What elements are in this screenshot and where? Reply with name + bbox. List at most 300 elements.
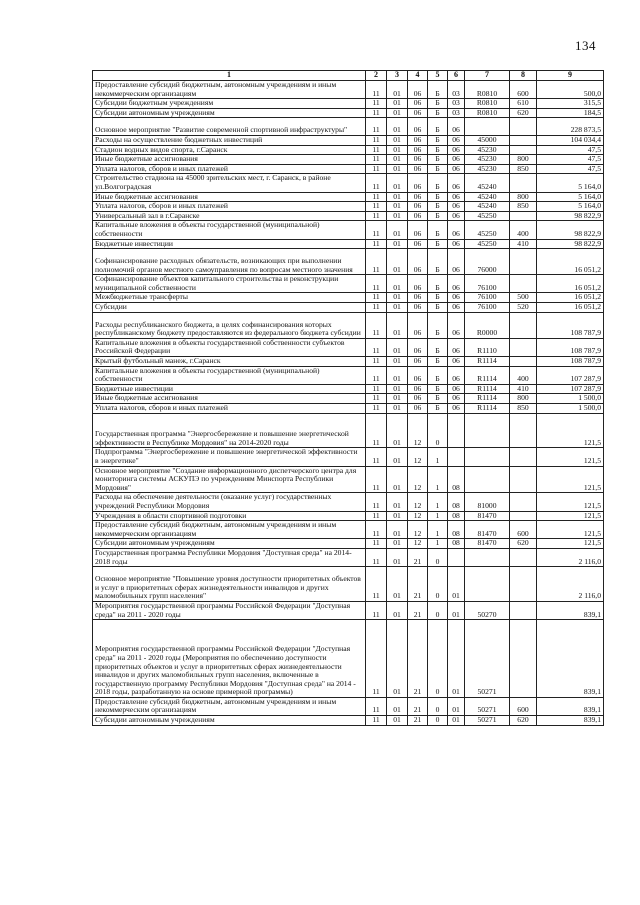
cell-subsection: 01 [387, 221, 408, 239]
cell-amount: 47,5 [537, 164, 604, 174]
cell-program: 21 [408, 567, 428, 602]
row-name: Иные бюджетные ассигнования [93, 155, 366, 165]
table-row [93, 108, 604, 118]
cell-section: 11 [366, 413, 387, 448]
column-header: 5 [428, 71, 448, 81]
cell-expense-type [510, 567, 537, 602]
table-row [93, 312, 604, 338]
cell-subprogram: 0 [428, 716, 448, 726]
cell-expense-type [510, 338, 537, 356]
row-name: Предоставление субсидий бюджетным, автономным учреждениям и иным некоммерческим организациям [93, 697, 366, 715]
cell-amount: 16 051,2 [537, 249, 604, 275]
cell-subsection: 01 [387, 108, 408, 118]
cell-amount: 47,5 [537, 145, 604, 155]
cell-subprogram: Б [428, 357, 448, 367]
cell-activity: 06 [448, 303, 465, 313]
cell-direction: R1114 [465, 357, 510, 367]
cell-activity: 08 [448, 539, 465, 549]
cell-section: 11 [366, 404, 387, 414]
row-name: Капитальные вложения в объекты государственной (муниципальной) собственности [93, 221, 366, 239]
cell-activity: 06 [448, 202, 465, 212]
column-header: 4 [408, 71, 428, 81]
cell-direction: 76100 [465, 303, 510, 313]
column-header: 2 [366, 71, 387, 81]
cell-section: 11 [366, 521, 387, 539]
cell-activity: 03 [448, 99, 465, 109]
cell-subprogram: Б [428, 221, 448, 239]
table-row [93, 548, 604, 566]
cell-activity: 03 [448, 108, 465, 118]
cell-subprogram: Б [428, 81, 448, 99]
row-name: Субсидии автономным учреждениям [93, 716, 366, 726]
table-row [93, 448, 604, 466]
cell-direction: 50271 [465, 697, 510, 715]
cell-program: 06 [408, 366, 428, 384]
cell-amount: 121,5 [537, 413, 604, 448]
cell-subprogram: Б [428, 366, 448, 384]
cell-subsection: 01 [387, 601, 408, 619]
cell-subprogram: Б [428, 312, 448, 338]
cell-section: 11 [366, 135, 387, 145]
table-row [93, 366, 604, 384]
cell-subsection: 01 [387, 493, 408, 511]
row-name: Бюджетные инвестиции [93, 384, 366, 394]
cell-expense-type [510, 275, 537, 293]
row-name: Стадион водных видов спорта, г.Саранск [93, 145, 366, 155]
cell-subprogram: Б [428, 164, 448, 174]
cell-direction: R1114 [465, 366, 510, 384]
cell-section: 11 [366, 221, 387, 239]
cell-subsection: 01 [387, 118, 408, 136]
cell-section: 11 [366, 466, 387, 493]
cell-subsection: 01 [387, 135, 408, 145]
cell-direction [465, 567, 510, 602]
cell-direction: R0810 [465, 81, 510, 99]
row-name: Уплата налогов, сборов и иных платежей [93, 164, 366, 174]
cell-section: 11 [366, 174, 387, 192]
table-row [93, 202, 604, 212]
cell-amount: 121,5 [537, 448, 604, 466]
cell-subprogram: Б [428, 118, 448, 136]
cell-expense-type [510, 601, 537, 619]
cell-expense-type: 620 [510, 716, 537, 726]
column-header: 9 [537, 71, 604, 81]
cell-direction: 81000 [465, 493, 510, 511]
cell-section: 11 [366, 99, 387, 109]
cell-subsection: 01 [387, 620, 408, 698]
table-row [93, 338, 604, 356]
row-name: Капитальные вложения в объекты государственной (муниципальной) собственности [93, 366, 366, 384]
cell-section: 11 [366, 293, 387, 303]
table-body [93, 81, 604, 726]
table-row [93, 413, 604, 448]
cell-expense-type: 800 [510, 155, 537, 165]
row-name: Универсальный зал в г.Саранске [93, 211, 366, 221]
cell-amount: 839,1 [537, 601, 604, 619]
cell-program: 06 [408, 303, 428, 313]
cell-amount: 107 287,9 [537, 366, 604, 384]
cell-amount: 839,1 [537, 697, 604, 715]
cell-activity: 06 [448, 239, 465, 249]
row-name: Расходы на осуществление бюджетных инвестиций [93, 135, 366, 145]
cell-expense-type: 850 [510, 404, 537, 414]
cell-subsection: 01 [387, 511, 408, 521]
cell-program: 06 [408, 99, 428, 109]
cell-activity: 01 [448, 716, 465, 726]
cell-subprogram: Б [428, 192, 448, 202]
cell-section: 11 [366, 81, 387, 99]
row-name: Мероприятия государственной программы Российской Федерации "Доступная среда" на 2011 - 2020 годы (Мероприятия по обеспечению доступности приоритетных объектов и услуг в приоритетных сферах жизнедеятельности инвалидов и других маломобильных групп населения, включенные в государственную программу Республики Мордовия "Доступная среда" на 2014 - 2018 годы, разработанную на основе примерной программы) [93, 620, 366, 698]
cell-subprogram: Б [428, 394, 448, 404]
cell-amount: 315,5 [537, 99, 604, 109]
cell-program: 12 [408, 521, 428, 539]
cell-program: 06 [408, 394, 428, 404]
cell-expense-type: 850 [510, 164, 537, 174]
cell-subprogram: 1 [428, 493, 448, 511]
cell-expense-type: 410 [510, 239, 537, 249]
cell-expense-type [510, 357, 537, 367]
cell-subprogram: Б [428, 155, 448, 165]
cell-program: 06 [408, 192, 428, 202]
cell-subprogram: Б [428, 145, 448, 155]
cell-subprogram: Б [428, 135, 448, 145]
cell-expense-type [510, 249, 537, 275]
cell-activity: 06 [448, 357, 465, 367]
cell-subprogram: 0 [428, 697, 448, 715]
cell-section: 11 [366, 155, 387, 165]
cell-expense-type [510, 145, 537, 155]
cell-subprogram: Б [428, 174, 448, 192]
cell-subsection: 01 [387, 99, 408, 109]
cell-subsection: 01 [387, 239, 408, 249]
cell-direction: 45240 [465, 202, 510, 212]
cell-program: 06 [408, 81, 428, 99]
cell-program: 06 [408, 145, 428, 155]
cell-subprogram: Б [428, 239, 448, 249]
cell-section: 11 [366, 697, 387, 715]
cell-section: 11 [366, 357, 387, 367]
cell-activity: 06 [448, 118, 465, 136]
cell-section: 11 [366, 312, 387, 338]
cell-program: 06 [408, 357, 428, 367]
cell-amount: 98 822,9 [537, 211, 604, 221]
cell-program: 21 [408, 697, 428, 715]
cell-direction [465, 118, 510, 136]
cell-activity: 06 [448, 221, 465, 239]
cell-activity: 06 [448, 404, 465, 414]
cell-direction: R1114 [465, 394, 510, 404]
cell-subprogram: 1 [428, 539, 448, 549]
cell-activity [448, 448, 465, 466]
cell-direction: 81470 [465, 539, 510, 549]
cell-amount: 16 051,2 [537, 303, 604, 313]
row-name: Предоставление субсидий бюджетным, автономным учреждениям и иным некоммерческим организациям [93, 81, 366, 99]
cell-program: 06 [408, 108, 428, 118]
row-name: Софинансирование объектов капитального строительства и реконструкции муниципальной собственности [93, 275, 366, 293]
cell-expense-type: 600 [510, 697, 537, 715]
cell-subsection: 01 [387, 275, 408, 293]
cell-amount: 2 116,0 [537, 548, 604, 566]
row-name: Учреждения в области спортивной подготовки [93, 511, 366, 521]
cell-amount: 98 822,9 [537, 239, 604, 249]
row-name: Предоставление субсидий бюджетным, автономным учреждениям и иным некоммерческим организациям [93, 521, 366, 539]
cell-subprogram: 0 [428, 548, 448, 566]
cell-subsection: 01 [387, 312, 408, 338]
cell-subsection: 01 [387, 413, 408, 448]
cell-subsection: 01 [387, 211, 408, 221]
cell-amount: 1 500,0 [537, 394, 604, 404]
row-name: Иные бюджетные ассигнования [93, 394, 366, 404]
budget-table [92, 70, 604, 726]
cell-activity: 01 [448, 620, 465, 698]
cell-amount: 121,5 [537, 511, 604, 521]
cell-direction: R1110 [465, 338, 510, 356]
table-row [93, 697, 604, 715]
page-number: 134 [575, 38, 596, 53]
cell-activity: 06 [448, 312, 465, 338]
cell-subprogram: 1 [428, 521, 448, 539]
row-name: Софинансирование расходных обязательств, возникающих при выполнении полномочий органов местного самоуправления по вопросам местного значения [93, 249, 366, 275]
cell-amount: 108 787,9 [537, 338, 604, 356]
table-row [93, 466, 604, 493]
cell-amount: 47,5 [537, 155, 604, 165]
cell-direction [465, 413, 510, 448]
cell-activity [448, 413, 465, 448]
cell-expense-type: 600 [510, 521, 537, 539]
table-row [93, 384, 604, 394]
cell-program: 06 [408, 221, 428, 239]
cell-section: 11 [366, 620, 387, 698]
cell-expense-type [510, 548, 537, 566]
cell-expense-type: 400 [510, 366, 537, 384]
table-row [93, 511, 604, 521]
cell-program: 06 [408, 118, 428, 136]
column-header: 8 [510, 71, 537, 81]
cell-expense-type [510, 174, 537, 192]
table-row [93, 145, 604, 155]
cell-program: 06 [408, 312, 428, 338]
row-name: Субсидии бюджетным учреждениям [93, 99, 366, 109]
cell-subsection: 01 [387, 697, 408, 715]
cell-direction: 45250 [465, 239, 510, 249]
column-header: 7 [465, 71, 510, 81]
cell-subprogram: Б [428, 99, 448, 109]
cell-section: 11 [366, 211, 387, 221]
table-row [93, 164, 604, 174]
cell-subsection: 01 [387, 155, 408, 165]
cell-amount: 839,1 [537, 620, 604, 698]
cell-section: 11 [366, 448, 387, 466]
cell-expense-type: 800 [510, 394, 537, 404]
table-row [93, 118, 604, 136]
cell-amount: 121,5 [537, 539, 604, 549]
row-name: Субсидии [93, 303, 366, 313]
cell-subprogram: Б [428, 338, 448, 356]
cell-subsection: 01 [387, 303, 408, 313]
cell-direction: R0000 [465, 312, 510, 338]
row-name: Субсидии автономным учреждениям [93, 108, 366, 118]
cell-activity: 06 [448, 249, 465, 275]
row-name: Капитальные вложения в объекты государственной собственности субъектов Российской Федерации [93, 338, 366, 356]
cell-amount: 5 164,0 [537, 202, 604, 212]
cell-amount: 839,1 [537, 716, 604, 726]
cell-section: 11 [366, 239, 387, 249]
cell-expense-type [510, 493, 537, 511]
column-header: 1 [93, 71, 366, 81]
row-name: Межбюджетные трансферты [93, 293, 366, 303]
cell-activity: 06 [448, 174, 465, 192]
cell-expense-type: 520 [510, 303, 537, 313]
row-name: Основное мероприятие "Создание информационного диспетчерского центра для мониторинга системы АСКУПЭ по учреждениям Минспорта Республики Мордовия" [93, 466, 366, 493]
table-row [93, 716, 604, 726]
table-row [93, 303, 604, 313]
row-name: Уплата налогов, сборов и иных платежей [93, 202, 366, 212]
cell-subprogram: 1 [428, 448, 448, 466]
cell-section: 11 [366, 601, 387, 619]
cell-direction: 45230 [465, 164, 510, 174]
cell-amount: 500,0 [537, 81, 604, 99]
cell-expense-type [510, 135, 537, 145]
row-name: Расходы на обеспечение деятельности (оказание услуг) государственных учреждений Республики Мордовия [93, 493, 366, 511]
cell-subprogram: 0 [428, 620, 448, 698]
cell-direction: 45240 [465, 174, 510, 192]
cell-subsection: 01 [387, 338, 408, 356]
cell-section: 11 [366, 192, 387, 202]
cell-subprogram: Б [428, 108, 448, 118]
row-name: Государственная программа Республики Мордовия "Доступная среда" на 2014-2018 годы [93, 548, 366, 566]
cell-direction: 50271 [465, 716, 510, 726]
cell-subsection: 01 [387, 404, 408, 414]
cell-program: 21 [408, 716, 428, 726]
cell-subsection: 01 [387, 394, 408, 404]
cell-subsection: 01 [387, 567, 408, 602]
cell-subsection: 01 [387, 145, 408, 155]
cell-subsection: 01 [387, 357, 408, 367]
table-row [93, 404, 604, 414]
cell-direction: 76100 [465, 293, 510, 303]
cell-amount: 16 051,2 [537, 275, 604, 293]
cell-activity: 06 [448, 338, 465, 356]
cell-expense-type [510, 448, 537, 466]
cell-direction [465, 448, 510, 466]
table-row [93, 249, 604, 275]
row-name: Бюджетные инвестиции [93, 239, 366, 249]
cell-expense-type: 850 [510, 202, 537, 212]
cell-program: 06 [408, 174, 428, 192]
row-name: Подпрограмма "Энергосбережение и повышение энергетической эффективности в энергетике" [93, 448, 366, 466]
table-row [93, 221, 604, 239]
cell-section: 11 [366, 567, 387, 602]
cell-activity: 06 [448, 394, 465, 404]
row-name: Государственная программа "Энергосбережение и повышение энергетической эффективности в Республике Мордовия" на 2014-2020 годы [93, 413, 366, 448]
cell-section: 11 [366, 164, 387, 174]
cell-direction: 50271 [465, 620, 510, 698]
cell-activity: 06 [448, 192, 465, 202]
table-header-row [93, 71, 604, 81]
cell-program: 12 [408, 448, 428, 466]
row-name: Основное мероприятие "Повышение уровня доступности приоритетных объектов и услуг в приоритетных сферах жизнедеятельности инвалидов и других маломобильных групп населения" [93, 567, 366, 602]
cell-program: 06 [408, 384, 428, 394]
cell-section: 11 [366, 303, 387, 313]
cell-section: 11 [366, 202, 387, 212]
cell-amount: 5 164,0 [537, 174, 604, 192]
cell-direction: 81470 [465, 521, 510, 539]
cell-subprogram: Б [428, 404, 448, 414]
cell-program: 06 [408, 164, 428, 174]
cell-direction: 45250 [465, 221, 510, 239]
cell-activity: 08 [448, 511, 465, 521]
cell-subprogram: Б [428, 303, 448, 313]
cell-amount: 108 787,9 [537, 357, 604, 367]
cell-direction: R1114 [465, 384, 510, 394]
cell-program: 06 [408, 404, 428, 414]
cell-activity: 01 [448, 601, 465, 619]
cell-direction: 50270 [465, 601, 510, 619]
cell-activity: 06 [448, 211, 465, 221]
cell-section: 11 [366, 118, 387, 136]
table-row [93, 174, 604, 192]
cell-subsection: 01 [387, 384, 408, 394]
cell-subsection: 01 [387, 81, 408, 99]
cell-program: 12 [408, 539, 428, 549]
cell-direction: 81470 [465, 511, 510, 521]
cell-section: 11 [366, 366, 387, 384]
cell-expense-type: 600 [510, 81, 537, 99]
cell-direction: 76000 [465, 249, 510, 275]
cell-expense-type: 800 [510, 192, 537, 202]
cell-direction: R0810 [465, 99, 510, 109]
cell-amount: 228 873,5 [537, 118, 604, 136]
cell-direction: R0810 [465, 108, 510, 118]
table-row [93, 357, 604, 367]
row-name: Строительство стадиона на 45000 зрительских мест, г. Саранск, в районе ул.Волгоградская [93, 174, 366, 192]
cell-expense-type [510, 466, 537, 493]
cell-subsection: 01 [387, 521, 408, 539]
table-row [93, 239, 604, 249]
cell-section: 11 [366, 275, 387, 293]
row-name: Основное мероприятие "Развитие современной спортивной инфраструктуры" [93, 118, 366, 136]
cell-subsection: 01 [387, 466, 408, 493]
cell-amount: 5 164,0 [537, 192, 604, 202]
cell-activity: 06 [448, 135, 465, 145]
table-row [93, 601, 604, 619]
cell-program: 12 [408, 413, 428, 448]
cell-program: 06 [408, 275, 428, 293]
cell-subprogram: 1 [428, 511, 448, 521]
cell-amount: 16 051,2 [537, 293, 604, 303]
cell-program: 06 [408, 202, 428, 212]
cell-subsection: 01 [387, 448, 408, 466]
cell-expense-type: 410 [510, 384, 537, 394]
cell-subsection: 01 [387, 164, 408, 174]
cell-program: 06 [408, 155, 428, 165]
cell-program: 06 [408, 249, 428, 275]
cell-program: 12 [408, 466, 428, 493]
cell-direction: 45230 [465, 155, 510, 165]
table-row [93, 567, 604, 602]
cell-subsection: 01 [387, 192, 408, 202]
cell-subsection: 01 [387, 716, 408, 726]
cell-expense-type: 500 [510, 293, 537, 303]
row-name: Субсидии автономным учреждениям [93, 539, 366, 549]
cell-activity: 06 [448, 293, 465, 303]
cell-direction: 45000 [465, 135, 510, 145]
cell-subprogram: 0 [428, 567, 448, 602]
cell-activity [448, 548, 465, 566]
table-row [93, 81, 604, 99]
row-name: Крытый футбольный манеж, г.Саранск [93, 357, 366, 367]
row-name: Иные бюджетные ассигнования [93, 192, 366, 202]
